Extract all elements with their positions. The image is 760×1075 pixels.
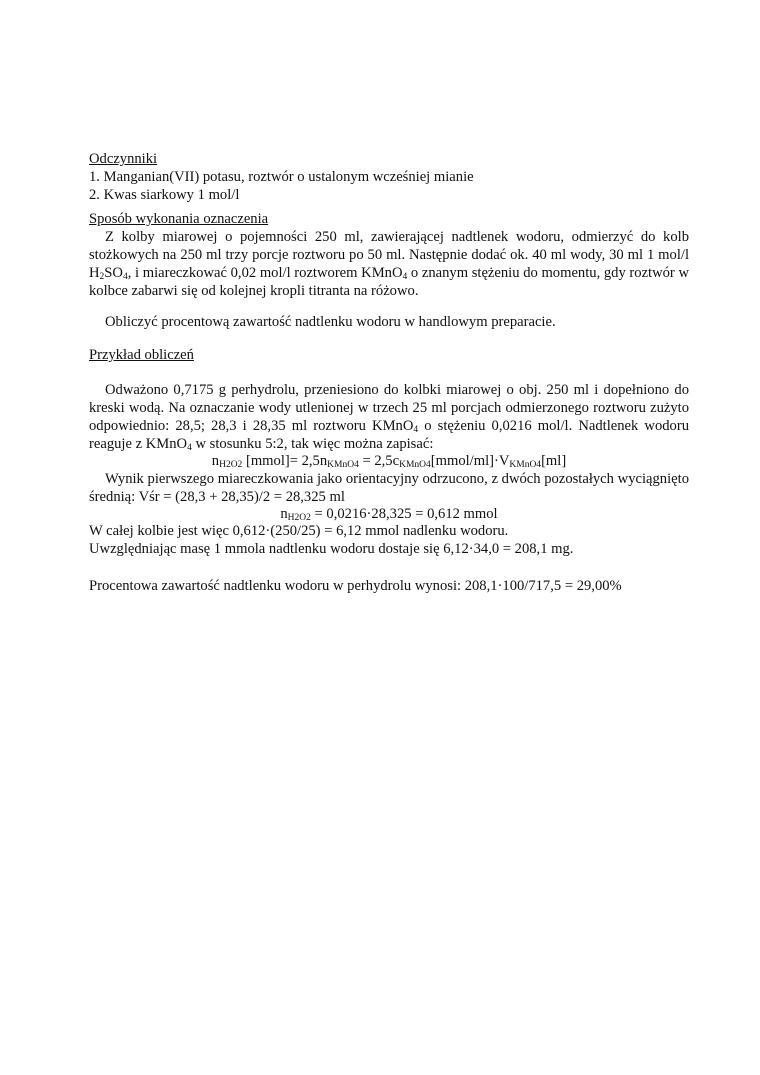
example-line-3: W całej kolbie jest więc 0,612·(250/25) = 6,12 mmol nadlenku wodoru. — [89, 523, 509, 539]
equation-2: $n_{H2O2} = 0,0216\cdot 28,325 = 0,612$ mmol — [280, 506, 498, 523]
example-lines — [89, 522, 689, 558]
example-paragraph-1: Odważono 0,7175 g perhydrolu, przeniesiono do kolbki miarowej o obj. 250 ml i dopełniono do kreski wodą. Na oznaczanie wody utlenionej w trzech 25 ml porcjach odmierzonego roztworu zużyto odpowiednio: 28,5; 28,3 i 28,35 ml roztworu KMnO$_4$ o stężeniu 0,0216 mol/l. Nadtlenek wodoru reaguje z KMnO$_4$ w stosunku 5:2, tak więc można zapisać: — [89, 382, 689, 453]
reagent-item-2: 2. Kwas siarkowy 1 mol/l — [89, 187, 240, 203]
example-heading: Przykład obliczeń — [89, 347, 194, 363]
procedure-heading: Sposób wykonania oznaczenia — [89, 211, 269, 227]
reagent-item-1: 1. Manganian(VII) potasu, roztwór o ustalonym wcześniej mianie — [89, 169, 474, 185]
example-heading-wrap — [89, 346, 689, 364]
procedure-paragraph: Z kolby miarowej o pojemności 250 ml, zawierającej nadtlenek wodoru, odmierzyć do kolb stożkowych na 250 ml trzy porcje roztworu po 50 ml. Następnie dodać ok. 40 ml wody, 30 ml 1 mol/l $H_2SO_4$, i miareczkować 0,02 mol/l roztworem KMnO$_4$ o znanym stężeniu do momentu, gdy roztwór w kolbce zabarwi się od kolejnej kropli titranta na różowo. — [89, 229, 689, 299]
reagents-section — [89, 150, 689, 204]
example-line-4: Uwzględniając masę 1 mmola nadtlenku wodoru dostaje się 6,12·34,0 = 208,1 mg. — [89, 541, 574, 557]
example-paragraph-2: Wynik pierwszego miareczkowania jako orientacyjny odrzucono, z dwóch pozostałych wyciągnięto średnią: Vśr = (28,3 + 28,35)/2 = 28,325 ml — [89, 471, 689, 505]
procedure-instruction: Obliczyć procentową zawartość nadtlenku wodoru w handlowym preparacie. — [105, 314, 556, 330]
reagents-heading: Odczynniki — [89, 151, 158, 167]
equation-1: $n_{H2O2}$ [mmol]= $2,5n_{KMnO4}$ = $2,5c_{KMnO4}[mmol/ml]\cdot V_{KMnO4}[ml]$ — [211, 453, 567, 470]
result-line: Procentowa zawartość nadtlenku wodoru w perhydrolu wynosi: 208,1·100/717,5 = 29,00% — [89, 578, 622, 594]
procedure-section — [89, 210, 689, 300]
